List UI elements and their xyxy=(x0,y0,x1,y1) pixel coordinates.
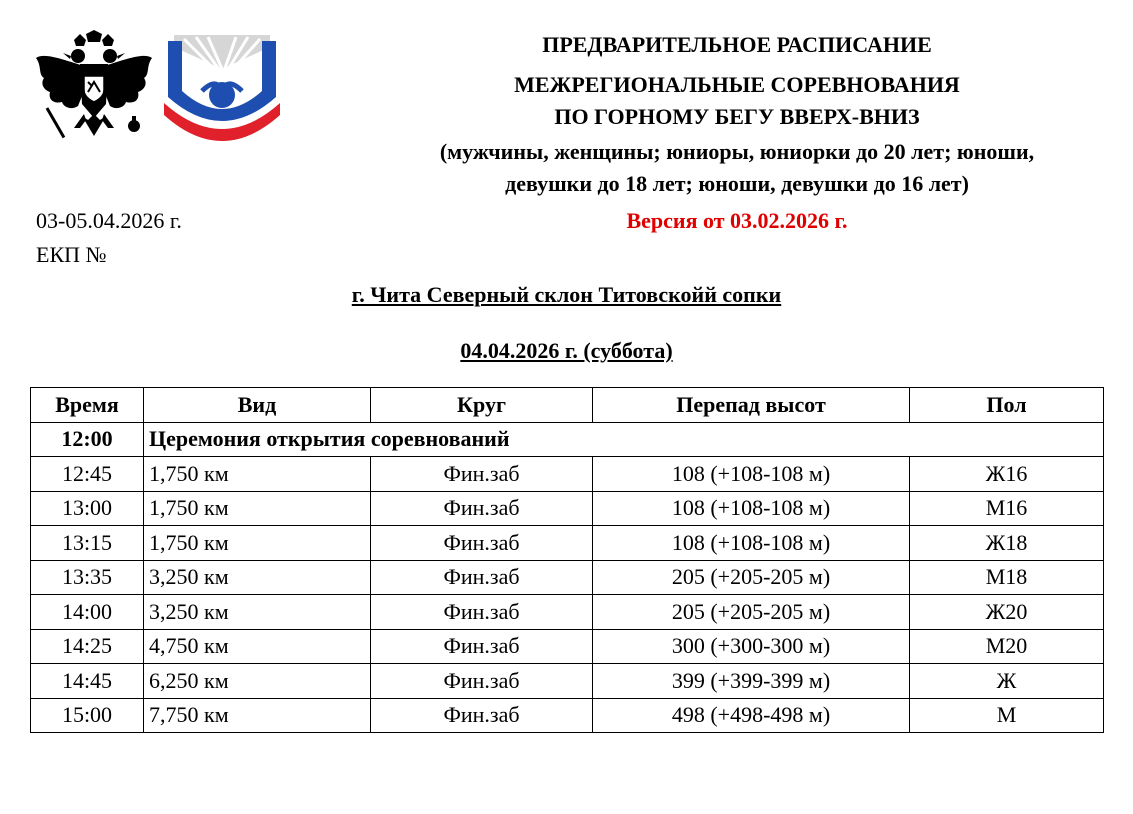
header-elevation: Перепад высот xyxy=(593,388,910,423)
cell-elevation: 108 (+108-108 м) xyxy=(593,457,910,492)
cell-time: 13:35 xyxy=(31,560,144,595)
cell-distance: 3,250 км xyxy=(144,560,371,595)
ceremony-time: 12:00 xyxy=(31,422,144,457)
table-row xyxy=(31,560,1104,595)
table-row xyxy=(31,629,1104,664)
cell-distance: 1,750 км xyxy=(144,457,371,492)
table-row xyxy=(31,664,1104,699)
cell-gender: М18 xyxy=(910,560,1104,595)
cell-distance: 3,250 км xyxy=(144,595,371,630)
categories-line-2: девушки до 18 лет; юноши, девушки до 16 лет) xyxy=(505,171,969,196)
table-row xyxy=(31,526,1104,561)
cell-gender: Ж xyxy=(910,664,1104,699)
cell-time: 12:45 xyxy=(31,457,144,492)
table-row xyxy=(31,698,1104,733)
day-heading: 04.04.2026 г. (суббота) xyxy=(460,338,673,363)
cell-gender: М xyxy=(910,698,1104,733)
cell-distance: 7,750 км xyxy=(144,698,371,733)
header-gender: Пол xyxy=(910,388,1104,423)
cell-distance: 4,750 км xyxy=(144,629,371,664)
event-dates: 03-05.04.2026 г. xyxy=(36,208,182,233)
cell-distance: 6,250 км xyxy=(144,664,371,699)
cell-distance: 1,750 км xyxy=(144,526,371,561)
cell-time: 14:00 xyxy=(31,595,144,630)
table-row xyxy=(31,457,1104,492)
cell-gender: Ж20 xyxy=(910,595,1104,630)
cell-elevation: 108 (+108-108 м) xyxy=(593,491,910,526)
table-header-row xyxy=(31,388,1104,423)
cell-elevation: 108 (+108-108 м) xyxy=(593,526,910,561)
ceremony-row xyxy=(31,422,1104,457)
federation-logo-icon xyxy=(162,33,282,155)
document-title: ПРЕДВАРИТЕЛЬНОЕ РАСПИСАНИЕ xyxy=(542,32,932,57)
cell-gender: М20 xyxy=(910,629,1104,664)
cell-gender: Ж16 xyxy=(910,457,1104,492)
russia-coat-of-arms-icon xyxy=(34,30,154,160)
cell-lap: Фин.заб xyxy=(371,595,593,630)
venue-heading: г. Чита Северный склон Титовскойй сопки xyxy=(351,282,782,307)
cell-lap: Фин.заб xyxy=(371,629,593,664)
ekp-number: ЕКП № xyxy=(36,242,107,267)
cell-elevation: 205 (+205-205 м) xyxy=(593,595,910,630)
cell-elevation: 300 (+300-300 м) xyxy=(593,629,910,664)
cell-lap: Фин.заб xyxy=(371,457,593,492)
cell-time: 13:15 xyxy=(31,526,144,561)
competition-title-line-2: ПО ГОРНОМУ БЕГУ ВВЕРХ-ВНИЗ xyxy=(554,104,920,129)
cell-distance: 1,750 км xyxy=(144,491,371,526)
cell-lap: Фин.заб xyxy=(371,560,593,595)
cell-time: 13:00 xyxy=(31,491,144,526)
categories-line-1: (мужчины, женщины; юниоры, юниорки до 20 лет; юноши, xyxy=(439,139,1035,164)
cell-lap: Фин.заб xyxy=(371,664,593,699)
cell-lap: Фин.заб xyxy=(371,698,593,733)
header-time: Время xyxy=(31,388,144,423)
cell-lap: Фин.заб xyxy=(371,526,593,561)
header-lap: Круг xyxy=(371,388,593,423)
cell-elevation: 205 (+205-205 м) xyxy=(593,560,910,595)
competition-title-line-1: МЕЖРЕГИОНАЛЬНЫЕ СОРЕВНОВАНИЯ xyxy=(514,72,960,97)
cell-time: 14:45 xyxy=(31,664,144,699)
ceremony-label: Церемония открытия соревнований xyxy=(144,422,1104,457)
cell-time: 15:00 xyxy=(31,698,144,733)
header-type: Вид xyxy=(144,388,371,423)
table-row xyxy=(31,491,1104,526)
cell-elevation: 399 (+399-399 м) xyxy=(593,664,910,699)
cell-gender: Ж18 xyxy=(910,526,1104,561)
version-label: Версия от 03.02.2026 г. xyxy=(626,208,848,233)
cell-lap: Фин.заб xyxy=(371,491,593,526)
cell-gender: М16 xyxy=(910,491,1104,526)
cell-time: 14:25 xyxy=(31,629,144,664)
table-row xyxy=(31,595,1104,630)
schedule-table xyxy=(30,387,1104,733)
cell-elevation: 498 (+498-498 м) xyxy=(593,698,910,733)
